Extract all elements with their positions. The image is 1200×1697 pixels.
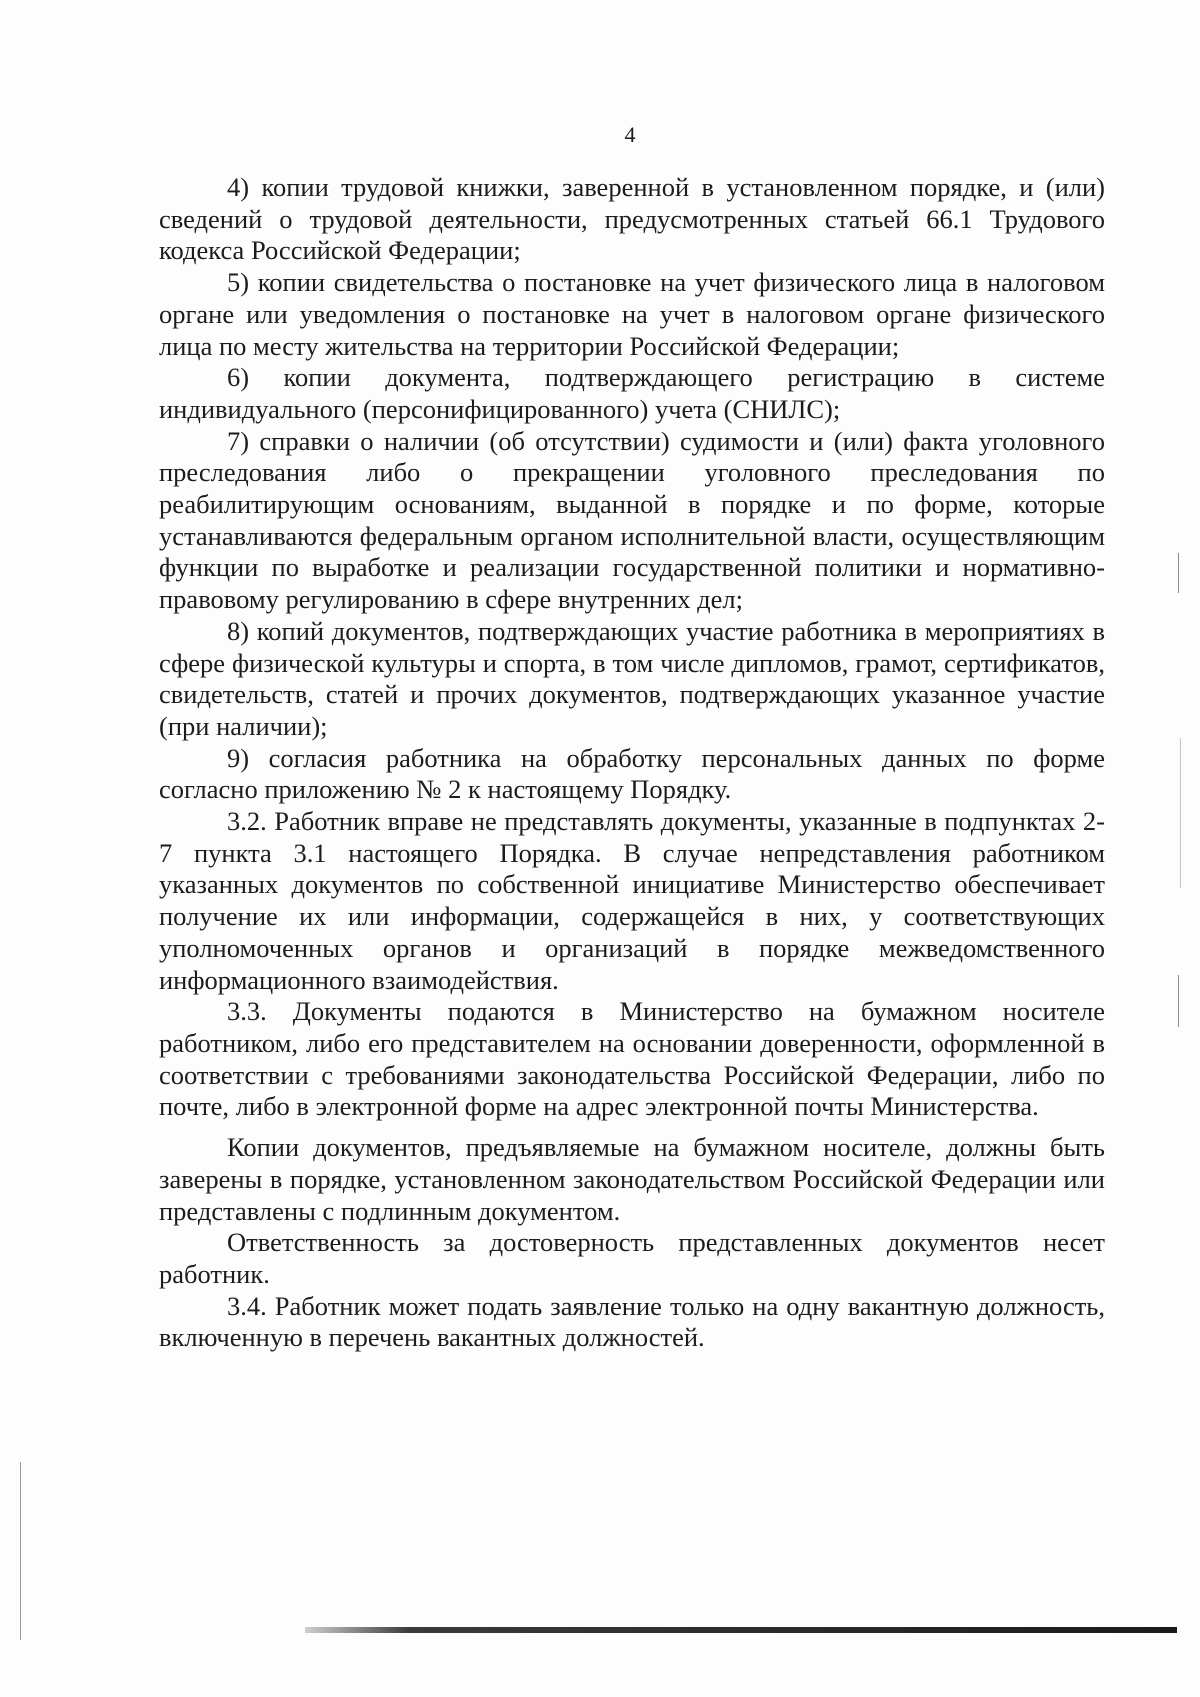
paragraph-responsibility: Ответственность за достоверность представленных документов несет работник. [159,1227,1105,1289]
paragraph-copies: Копии документов, предъявляемые на бумажном носителе, должны быть заверены в порядке, установленном законодательством Российской Федерации или представлены с подлинным документом. [159,1132,1105,1226]
paragraph-item-9: 9) согласия работника на обработку персональных данных по форме согласно приложению № 2 к настоящему Порядку. [159,742,1105,805]
paragraph-3-2: 3.2. Работник вправе не представлять документы, указанные в подпунктах 2-7 пункта 3.1 настоящего Порядка. В случае непредставления работником указанных документов по собственной инициативе Министерство обеспечивает получение их или информации, содержащейся в них, у соответствующих уполномоченных органов и организаций в порядке межведомственного информационного взаимодействия. [159,806,1105,995]
paragraph-3-4: 3.4. Работник может подать заявление только на одну вакантную должность, включенную в перечень вакантных должностей. [159,1290,1105,1353]
paragraph-item-8: 8) копий документов, подтверждающих участие работника в мероприятиях в сфере физической культуры и спорта, в том числе дипломов, грамот, сертификатов, свидетельств, статей и прочих документов, подтверждающих указанное участие (при наличии); [159,615,1105,741]
scan-artifact-left [20,1462,21,1640]
scan-artifact-right [1178,975,1179,1027]
paragraph-item-6: 6) копии документа, подтверждающего регистрацию в системе индивидуального (персонифицированного) учета (СНИЛС); [159,362,1105,424]
paragraph-item-7: 7) справки о наличии (об отсутствии) судимости и (или) факта уголовного преследования либо о прекращении уголовного преследования по реабилитирующим основаниям, выданной в порядке и по форме, которые устанавливаются федеральным органом исполнительной власти, осуществляющим функции по выработке и реализации государственной политики и нормативно-правовому регулированию в сфере внутренних дел; [159,425,1105,615]
paragraph-item-5: 5) копии свидетельства о постановке на учет физического лица в налоговом органе или уведомления о постановке на учет в налоговом органе физического лица по месту жительства на территории Российской Федерации; [159,267,1105,361]
bottom-scan-edge [305,1627,1177,1633]
paragraph-3-3: 3.3. Документы подаются в Министерство на бумажном носителе работником, либо его представителем на основании доверенности, оформленной в соответствии с требованиями законодательства Российской Федерации, либо по почте, либо в электронной форме на адрес электронной почты Министерства. [159,996,1105,1122]
scan-artifact-right [1180,738,1181,888]
paragraph-item-4: 4) копии трудовой книжки, заверенной в установленном порядке, и (или) сведений о трудовой деятельности, предусмотренных статьей 66.1 Трудового кодекса Российской Федерации; [159,172,1105,266]
page-number: 4 [624,122,636,147]
document-body [159,172,1105,1354]
scan-artifact-right [1178,553,1179,593]
